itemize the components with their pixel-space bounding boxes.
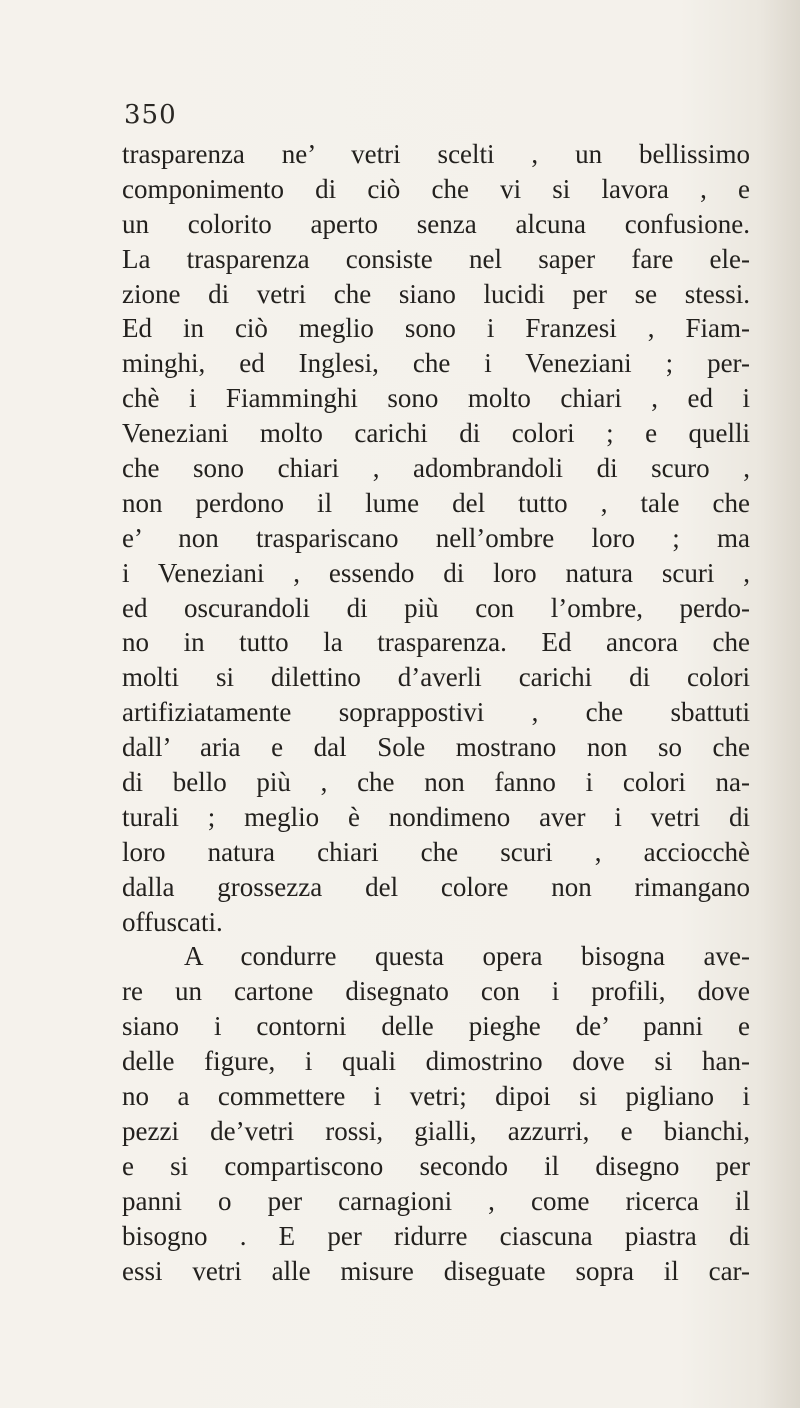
text-line: zione di vetri che siano lucidi per se stessi.: [122, 278, 750, 309]
text-line: pezzi de’vetri rossi, gialli, azzurri, e bianchi,: [122, 1115, 750, 1146]
text-line: panni o per carnagioni , come ricerca il: [122, 1185, 750, 1216]
text-line: siano i contorni delle pieghe de’ panni e: [122, 1011, 750, 1042]
paragraph-start-line: A condurre questa opera bisogna ave-: [184, 941, 750, 972]
text-line: componimento di ciò che vi si lavora , e: [122, 173, 750, 204]
text-line: chè i Fiamminghi sono molto chiari , ed i: [122, 383, 750, 414]
text-line: Ed in ciò meglio sono i Franzesi , Fiam-: [122, 313, 750, 344]
body-text: [122, 137, 750, 1288]
text-line: turali ; meglio è nondimeno aver i vetri di: [122, 801, 750, 832]
text-line: che sono chiari , adombrandoli di scuro ,: [122, 453, 750, 484]
text-line: di bello più , che non fanno i colori na-: [122, 767, 750, 798]
text-line: e si compartiscono secondo il disegno per: [122, 1150, 750, 1181]
text-line: delle figure, i quali dimostrino dove si han-: [122, 1046, 750, 1077]
text-line: Veneziani molto carichi di colori ; e quelli: [122, 418, 750, 449]
text-line: re un cartone disegnato con i profili, dove: [122, 976, 750, 1007]
text-line: e’ non traspariscano nell’ombre loro ; ma: [122, 522, 750, 553]
page-number: 350: [124, 100, 177, 130]
text-line: dalla grossezza del colore non rimangano: [122, 871, 750, 902]
text-line: un colorito aperto senza alcuna confusione.: [122, 208, 750, 239]
text-line: molti si dilettino d’averli carichi di colori: [122, 662, 750, 693]
text-line: minghi, ed Inglesi, che i Veneziani ; per-: [122, 348, 750, 379]
text-line: i Veneziani , essendo di loro natura scuri ,: [122, 557, 750, 588]
text-line: ed oscurandoli di più con l’ombre, perdo-: [122, 592, 750, 623]
text-line: no a commettere i vetri; dipoi si pigliano i: [122, 1081, 750, 1112]
text-line: essi vetri alle misure diseguate sopra il car-: [122, 1255, 750, 1286]
paragraph-end-line: offuscati.: [122, 906, 223, 937]
text-line: no in tutto la trasparenza. Ed ancora che: [122, 627, 750, 658]
text-line: loro natura chiari che scuri , acciocchè: [122, 836, 750, 867]
text-line: La trasparenza consiste nel saper fare ele-: [122, 243, 750, 274]
text-line: dall’ aria e dal Sole mostrano non so che: [122, 732, 750, 763]
text-line: trasparenza ne’ vetri scelti , un bellissimo: [122, 139, 750, 169]
text-line: bisogno . E per ridurre ciascuna piastra di: [122, 1220, 750, 1251]
text-line: artifiziatamente soprappostivi , che sbattuti: [122, 697, 750, 728]
text-line: non perdono il lume del tutto , tale che: [122, 487, 750, 518]
